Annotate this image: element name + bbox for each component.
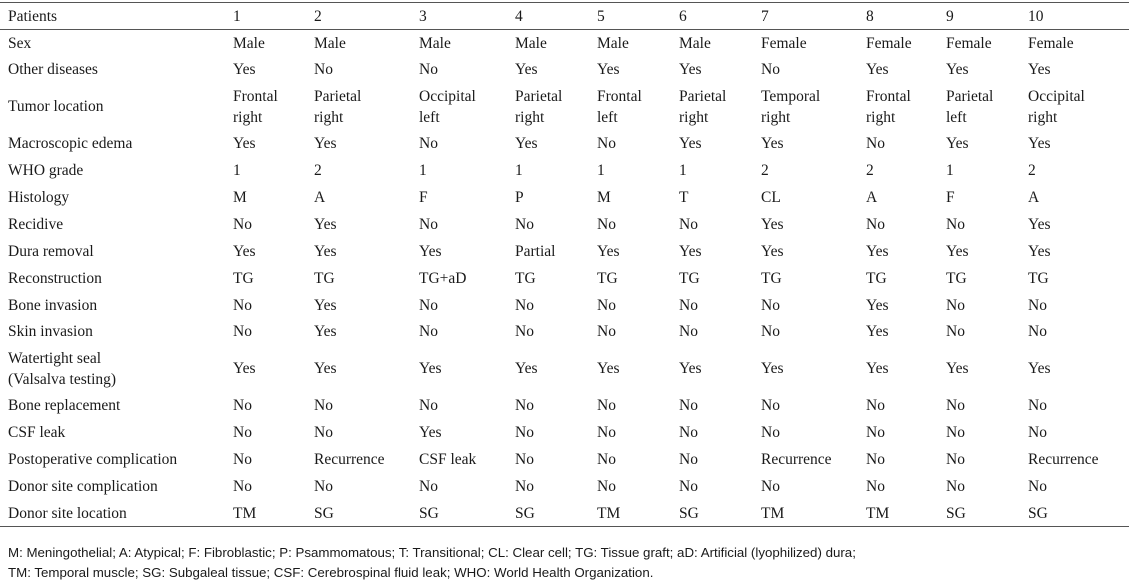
- table-cell: TG: [515, 269, 536, 287]
- table-cell: Yes: [233, 242, 256, 260]
- table-row: [0, 446, 1129, 473]
- row-label: Bone invasion: [8, 296, 98, 314]
- table-row: [0, 157, 1129, 184]
- table-cell: No: [866, 478, 885, 496]
- table-cell: No: [946, 478, 965, 496]
- table-cell: Yes: [866, 360, 889, 378]
- table-cell: TG: [679, 269, 700, 287]
- table-cell: Male: [419, 34, 451, 52]
- table-cell: M: [597, 189, 611, 206]
- table-cell: No: [515, 296, 534, 314]
- table-cell: [411, 83, 507, 130]
- table-row: [0, 238, 1129, 265]
- table-cell: Yes: [946, 242, 969, 260]
- table-cell: Yes: [761, 242, 784, 260]
- table-cell: P: [515, 189, 524, 206]
- table-cell: [306, 83, 411, 130]
- table-cell: CSF leak: [419, 451, 477, 469]
- table-cell: SG: [938, 500, 1020, 527]
- table-cell: [858, 83, 938, 130]
- row-label: Dura removal: [8, 242, 94, 260]
- table-cell: TG: [866, 269, 887, 287]
- table-cell: [589, 83, 671, 130]
- table-cell: TG: [597, 269, 618, 287]
- row-label: Recidive: [8, 215, 64, 233]
- table-cell: 2: [314, 162, 322, 180]
- table-cell: No: [419, 323, 438, 341]
- table-cell: TM: [225, 500, 306, 527]
- table-cell: Female: [946, 34, 992, 52]
- table-cell: Female: [866, 34, 912, 52]
- table-cell: No: [597, 296, 616, 314]
- table-cell-line: Frontal: [866, 87, 911, 105]
- table-cell: Recurrence: [761, 451, 832, 469]
- table-cell: No: [419, 397, 438, 415]
- table-row: [0, 265, 1129, 292]
- table-cell: Yes: [597, 360, 620, 378]
- table-cell: [225, 83, 306, 130]
- table-cell: No: [515, 424, 534, 442]
- row-label-line: Watertight seal: [8, 349, 102, 367]
- row-label: Donor site location: [0, 500, 225, 527]
- footnote-line-2: TM: Temporal muscle; SG: Subgaleal tissue; CSF: Cerebrospinal fluid leak; WHO: World Health Organization.: [8, 565, 654, 580]
- table-cell-line: Occipital: [419, 87, 476, 105]
- table-footnote: [8, 543, 1118, 583]
- table-cell: TG: [946, 269, 967, 287]
- table-cell: Male: [314, 34, 346, 52]
- table-cell: Yes: [233, 135, 256, 153]
- table-cell-line: Parietal: [946, 87, 994, 105]
- table-cell: No: [1028, 424, 1047, 442]
- table-cell: No: [597, 478, 616, 496]
- table-cell: No: [233, 451, 252, 469]
- table-cell: Yes: [946, 61, 969, 79]
- table-cell: TM: [753, 500, 858, 527]
- table-cell: No: [946, 397, 965, 415]
- table-row: [0, 184, 1129, 211]
- row-label: Histology: [8, 189, 70, 206]
- table-cell: No: [515, 478, 534, 496]
- table-cell: T: [679, 189, 689, 206]
- table-row: [0, 319, 1129, 346]
- table-cell: No: [233, 478, 252, 496]
- table-cell: Yes: [419, 242, 442, 260]
- table-cell: No: [679, 451, 698, 469]
- table-cell: Yes: [597, 61, 620, 79]
- table-cell: 1: [597, 162, 605, 180]
- table-cell: 1: [515, 162, 523, 180]
- header-cell-patient-3: 3: [411, 3, 507, 30]
- table-cell: No: [1028, 478, 1047, 496]
- table-cell: No: [866, 215, 885, 233]
- table-cell: Yes: [679, 61, 702, 79]
- table-cell: Yes: [866, 242, 889, 260]
- table-cell: No: [1028, 397, 1047, 415]
- header-cell-patients: Patients: [0, 3, 225, 30]
- header-cell-patient-1: 1: [225, 3, 306, 30]
- table-cell: No: [515, 215, 534, 233]
- table-cell: Yes: [866, 61, 889, 79]
- table-cell: No: [866, 451, 885, 469]
- table-cell: Male: [679, 34, 711, 52]
- row-label: Bone replacement: [8, 397, 121, 415]
- table-cell: No: [597, 323, 616, 341]
- table-cell: Yes: [946, 360, 969, 378]
- table-cell: No: [597, 424, 616, 442]
- table-cell: 1: [679, 162, 687, 180]
- table-cell: CL: [761, 189, 781, 206]
- table-cell: [938, 83, 1020, 130]
- table-cell: No: [946, 451, 965, 469]
- table-cell: No: [1028, 296, 1047, 314]
- table-cell: Yes: [866, 296, 889, 314]
- row-label-line: (Valsalva testing): [8, 370, 117, 388]
- table-row: [0, 292, 1129, 319]
- table-cell-line: Parietal: [314, 87, 362, 105]
- table-cell: SG: [507, 500, 589, 527]
- table-cell-line: right: [1028, 108, 1058, 126]
- table-cell: Male: [515, 34, 547, 52]
- table-cell: Yes: [314, 215, 337, 233]
- table-cell: Yes: [761, 215, 784, 233]
- table-cell: Yes: [314, 360, 337, 378]
- table-cell-line: Frontal: [597, 87, 642, 105]
- table-cell: TG: [761, 269, 782, 287]
- table-row: [0, 130, 1129, 157]
- table-row: [0, 473, 1129, 500]
- table-cell: [1020, 83, 1129, 130]
- table-cell: Recurrence: [1028, 451, 1099, 469]
- table-cell: A: [1028, 189, 1040, 206]
- table-row: [0, 500, 1129, 527]
- table-cell: Yes: [946, 135, 969, 153]
- table-row: [0, 83, 1129, 130]
- table-cell: TG: [233, 269, 254, 287]
- table-cell-line: Temporal: [761, 87, 821, 105]
- table-cell-line: Parietal: [515, 87, 563, 105]
- table-cell: No: [679, 397, 698, 415]
- table-cell: SG: [671, 500, 753, 527]
- table-cell: No: [314, 424, 333, 442]
- row-label: [0, 345, 225, 392]
- table-row: [0, 56, 1129, 83]
- table-cell: 1: [946, 162, 954, 180]
- table-cell-line: right: [761, 108, 791, 126]
- table-cell: No: [679, 478, 698, 496]
- table-cell-line: Parietal: [679, 87, 727, 105]
- table-cell: Yes: [761, 135, 784, 153]
- table-cell-line: right: [314, 108, 344, 126]
- header-cell-patient-8: 8: [858, 3, 938, 30]
- table-cell: No: [597, 135, 616, 153]
- table-cell-line: Frontal: [233, 87, 278, 105]
- table-cell: Yes: [1028, 61, 1051, 79]
- row-label: Donor site complication: [8, 478, 158, 496]
- table-cell: Partial: [515, 242, 556, 260]
- header-cell-patient-4: 4: [507, 3, 589, 30]
- table-cell: No: [233, 397, 252, 415]
- table-cell: No: [419, 135, 438, 153]
- table-cell: Female: [761, 34, 807, 52]
- table-cell: Yes: [515, 61, 538, 79]
- table-cell-line: left: [597, 108, 618, 126]
- table-cell: A: [866, 189, 878, 206]
- table-cell: No: [314, 478, 333, 496]
- table-cell: Yes: [314, 323, 337, 341]
- table-cell: No: [515, 323, 534, 341]
- table-cell: F: [419, 189, 428, 206]
- table-cell: Male: [597, 34, 629, 52]
- header-cell-patient-6: 6: [671, 3, 753, 30]
- table-cell-line: right: [679, 108, 709, 126]
- table-cell: Yes: [314, 296, 337, 314]
- table-row: [0, 211, 1129, 238]
- row-label: CSF leak: [8, 424, 66, 442]
- patients-table: [0, 2, 1129, 527]
- table-cell: 1: [419, 162, 427, 180]
- table-cell: Yes: [1028, 360, 1051, 378]
- table-cell: Yes: [233, 61, 256, 79]
- table-cell: Yes: [1028, 135, 1051, 153]
- header-cell-patient-10: 10: [1020, 3, 1129, 30]
- table-row: [0, 30, 1129, 57]
- table-header-row: [0, 3, 1129, 30]
- table-cell: No: [946, 215, 965, 233]
- table-cell: TG: [1028, 269, 1049, 287]
- table-cell-line: left: [946, 108, 967, 126]
- table-cell: No: [597, 451, 616, 469]
- table-cell: No: [866, 135, 885, 153]
- table-cell: No: [866, 424, 885, 442]
- row-label: Tumor location: [8, 98, 104, 116]
- table-cell: Yes: [233, 360, 256, 378]
- row-label: Skin invasion: [8, 323, 93, 341]
- table-cell: No: [946, 296, 965, 314]
- table-cell: No: [419, 296, 438, 314]
- table-cell: 2: [866, 162, 874, 180]
- table-cell: No: [761, 296, 780, 314]
- table-cell: No: [515, 397, 534, 415]
- table-row: [0, 392, 1129, 419]
- table-cell: [507, 83, 589, 130]
- table-cell: A: [314, 189, 326, 206]
- table-cell: 2: [1028, 162, 1036, 180]
- row-label: Other diseases: [8, 61, 98, 79]
- table-cell: Yes: [597, 242, 620, 260]
- table-cell: No: [597, 215, 616, 233]
- table-cell: [753, 83, 858, 130]
- table-cell: 1: [233, 162, 241, 180]
- table-cell: Yes: [515, 360, 538, 378]
- table-cell: Recurrence: [314, 451, 385, 469]
- footnote-line-1: M: Meningothelial; A: Atypical; F: Fibroblastic; P: Psammomatous; T: Transitional; CL: Clear cell; TG: Tissue graft; aD: Artificial (lyophilized) dura;: [8, 545, 856, 560]
- table-cell: [671, 83, 753, 130]
- table-row: [0, 345, 1129, 392]
- table-cell-line: right: [515, 108, 545, 126]
- table-cell: No: [233, 215, 252, 233]
- row-label: WHO grade: [8, 162, 84, 180]
- table-cell: No: [314, 397, 333, 415]
- table-cell: No: [761, 424, 780, 442]
- table-cell: No: [946, 424, 965, 442]
- table-cell: No: [866, 397, 885, 415]
- table-cell-line: Occipital: [1028, 87, 1085, 105]
- table-cell: Yes: [761, 360, 784, 378]
- table-cell: No: [233, 323, 252, 341]
- table-cell: SG: [1020, 500, 1129, 527]
- table-cell: No: [419, 215, 438, 233]
- table-cell: No: [679, 215, 698, 233]
- row-label: Macroscopic edema: [8, 135, 133, 153]
- table-cell: No: [314, 61, 333, 79]
- table-cell: No: [1028, 323, 1047, 341]
- table-cell: Female: [1028, 34, 1074, 52]
- table-cell: No: [761, 397, 780, 415]
- table-cell: No: [946, 323, 965, 341]
- row-label: Postoperative complication: [8, 451, 178, 469]
- table-cell: Yes: [679, 242, 702, 260]
- table-cell: No: [679, 424, 698, 442]
- table-body: [0, 3, 1129, 527]
- table-cell: Yes: [419, 360, 442, 378]
- table-cell: 2: [761, 162, 769, 180]
- table-cell: F: [946, 189, 955, 206]
- table-cell: Yes: [1028, 242, 1051, 260]
- table-cell-line: right: [233, 108, 263, 126]
- table-cell: TG+aD: [419, 269, 467, 287]
- table-cell: No: [597, 397, 616, 415]
- table-cell: SG: [306, 500, 411, 527]
- table-cell: M: [233, 189, 247, 206]
- row-label: Reconstruction: [8, 269, 102, 287]
- header-cell-patient-2: 2: [306, 3, 411, 30]
- table-cell: Yes: [314, 135, 337, 153]
- table-cell: Yes: [314, 242, 337, 260]
- table-cell: Yes: [419, 424, 442, 442]
- table-cell: No: [761, 478, 780, 496]
- table-cell: TM: [589, 500, 671, 527]
- table-cell: Male: [233, 34, 265, 52]
- header-cell-patient-9: 9: [938, 3, 1020, 30]
- table-cell: No: [233, 296, 252, 314]
- table-cell: Yes: [515, 135, 538, 153]
- row-label: Sex: [8, 34, 32, 52]
- table-cell: No: [419, 61, 438, 79]
- table-cell: No: [233, 424, 252, 442]
- table-cell-line: left: [419, 108, 440, 126]
- table-cell: SG: [411, 500, 507, 527]
- table-cell: Yes: [1028, 215, 1051, 233]
- table-cell: No: [679, 296, 698, 314]
- table-cell: No: [419, 478, 438, 496]
- table-cell: No: [761, 323, 780, 341]
- table-cell: Yes: [679, 135, 702, 153]
- table-row: [0, 419, 1129, 446]
- header-cell-patient-5: 5: [589, 3, 671, 30]
- header-cell-patient-7: 7: [753, 3, 858, 30]
- table-cell-line: right: [866, 108, 896, 126]
- table-cell: No: [679, 323, 698, 341]
- table-cell: Yes: [679, 360, 702, 378]
- table-cell: TG: [314, 269, 335, 287]
- table-cell: No: [515, 451, 534, 469]
- table-cell: Yes: [866, 323, 889, 341]
- table-cell: No: [761, 61, 780, 79]
- table-cell: TM: [858, 500, 938, 527]
